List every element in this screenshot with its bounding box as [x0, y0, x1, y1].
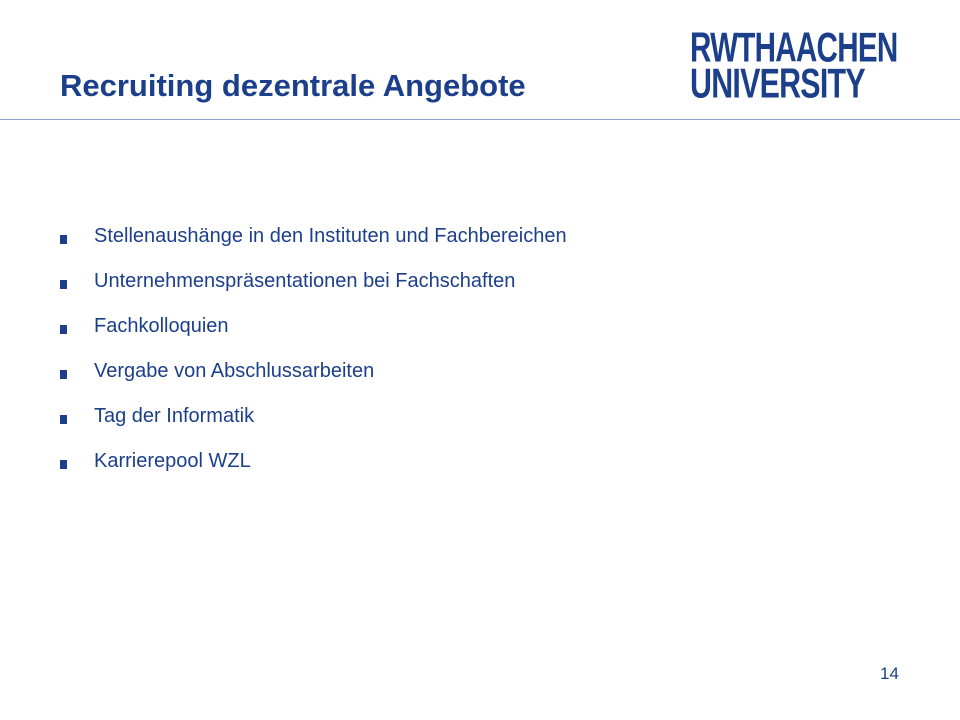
square-bullet-icon [60, 370, 67, 379]
header-divider [0, 119, 960, 120]
bullet-text: Karrierepool WZL [94, 450, 251, 472]
logo-university-text: UNIVERSITY [690, 60, 865, 108]
bullet-list [60, 222, 700, 492]
bullet-item [60, 312, 700, 341]
logo-rwth-text: RWTH [690, 24, 776, 72]
bullet-item [60, 267, 700, 296]
bullet-item [60, 222, 700, 251]
square-bullet-icon [60, 325, 67, 334]
bullet-item [60, 357, 700, 386]
page-number: 14 [880, 664, 899, 683]
bullet-text: Stellenaushänge in den Instituten und Fachbereichen [94, 225, 567, 247]
rwth-aachen-logo [690, 24, 940, 108]
square-bullet-icon [60, 235, 67, 244]
slide-title: Recruiting dezentrale Angebote [60, 68, 526, 103]
bullet-item [60, 402, 700, 431]
logo-aachen-text: AACHEN [775, 24, 898, 72]
bullet-item [60, 447, 700, 476]
bullet-text: Vergabe von Abschlussarbeiten [94, 360, 375, 382]
bullet-text: Unternehmenspräsentationen bei Fachschaften [94, 270, 516, 292]
bullet-text: Tag der Informatik [94, 405, 255, 427]
bullet-text: Fachkolloquien [94, 315, 229, 337]
square-bullet-icon [60, 280, 67, 289]
square-bullet-icon [60, 460, 67, 469]
square-bullet-icon [60, 415, 67, 424]
